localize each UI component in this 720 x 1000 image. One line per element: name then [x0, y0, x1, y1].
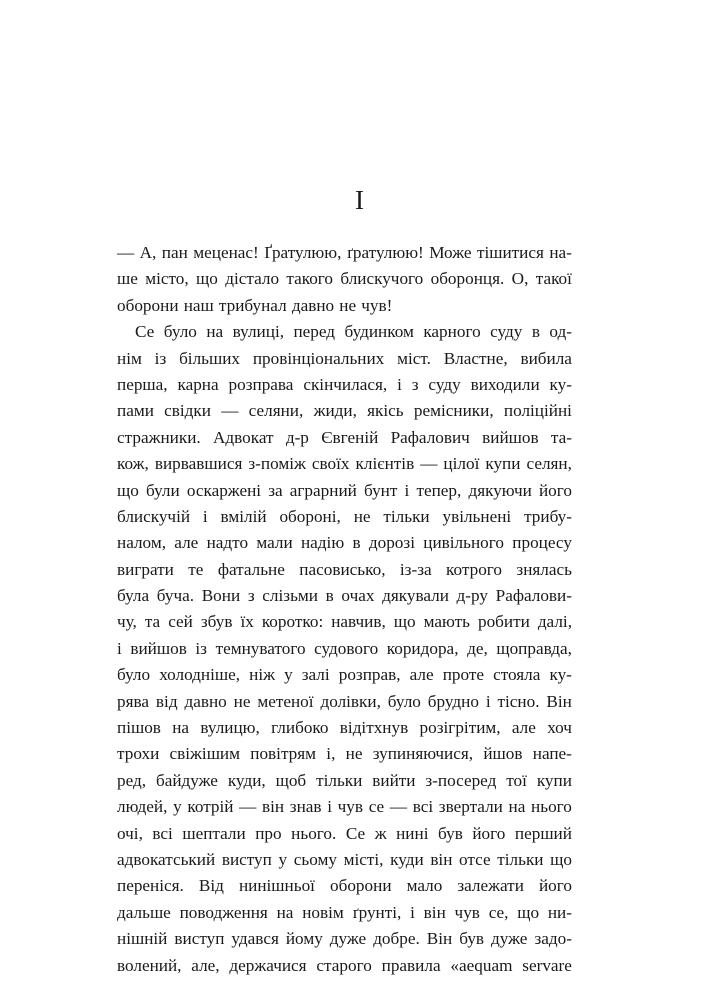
text-line: виграти те фатальне пасовисько, із-за котрого знялась [117, 559, 572, 579]
text-line: була буча. Вони з слізьми в очах дякували д-ру Рафалови- [117, 586, 572, 606]
text-line: — А, пан меценас! Ґратулюю, ґратулюю! Може тішитися на- [117, 243, 572, 262]
text-line: ред, байдуже куди, щоб тільки вийти з-посеред тої купи [117, 770, 572, 790]
text-line: перша, карна розправа скінчилася, і з суду виходили ку- [117, 374, 572, 394]
text-line: стражники. Адвокат д-р Євгеній Рафалович вийшов та- [117, 427, 572, 447]
text-line: налом, але надто мали надію в дорозі цивільного процесу [117, 533, 572, 553]
text-line: Се було на вулиці, перед будинком карного суду в од- [135, 322, 572, 342]
chapter-heading: I [355, 185, 365, 215]
text-line: нішній виступ удався йому дуже добре. Він був дуже задо- [117, 929, 572, 949]
text-line: і вийшов із темнуватого судового коридора, де, щоправда, [117, 638, 572, 658]
text-line: було холодніше, ніж у залі розправ, але проте стояла ку- [117, 665, 572, 685]
text-line: пами свідки — селяни, жиди, якісь ремісники, поліційні [117, 401, 572, 421]
text-line: чу, та сей збув їх коротко: навчив, що мають робити далі, [117, 612, 572, 632]
text-line: волений, але, держачися старого правила «aequam servare [117, 955, 572, 975]
text-line: оборони наш трибунал давно не чув! [117, 295, 393, 315]
text-line: рява від давно не метеної долівки, було брудно і тісно. Він [117, 691, 572, 711]
body-text [117, 240, 572, 979]
text-line: адвокатський виступ у сьому місті, куди він отсе тільки що [117, 849, 572, 869]
text-line: ше місто, що дістало такого блискучого оборонця. О, такої [117, 269, 572, 289]
text-line: переніся. Від нинішньої оборони мало залежати його [117, 876, 572, 896]
text-line: кож, вирвавшися з-поміж своїх клієнтів — цілої купи селян, [117, 454, 572, 474]
text-line: що були оскаржені за аграрний бунт і тепер, дякуючи його [117, 480, 572, 500]
text-line: людей, у котрій — він знав і чув се — всі звертали на нього [117, 797, 572, 817]
text-line: очі, всі шептали про нього. Се ж нині був його перший [117, 823, 572, 843]
text-line: дальше поводження на новім ґрунті, і він чув се, що ни- [117, 902, 572, 922]
text-line: пішов на вулицю, глибоко відітхнув розігрітим, але хоч [117, 718, 572, 738]
text-line: блискучій і вмілій обороні, не тільки увільнені трибу- [117, 506, 572, 526]
text-line: трохи свіжішим повітрям і, не зупиняючися, йшов напе- [117, 744, 572, 764]
text-line: нім із більших провінціональних міст. Властне, вибила [117, 348, 572, 368]
